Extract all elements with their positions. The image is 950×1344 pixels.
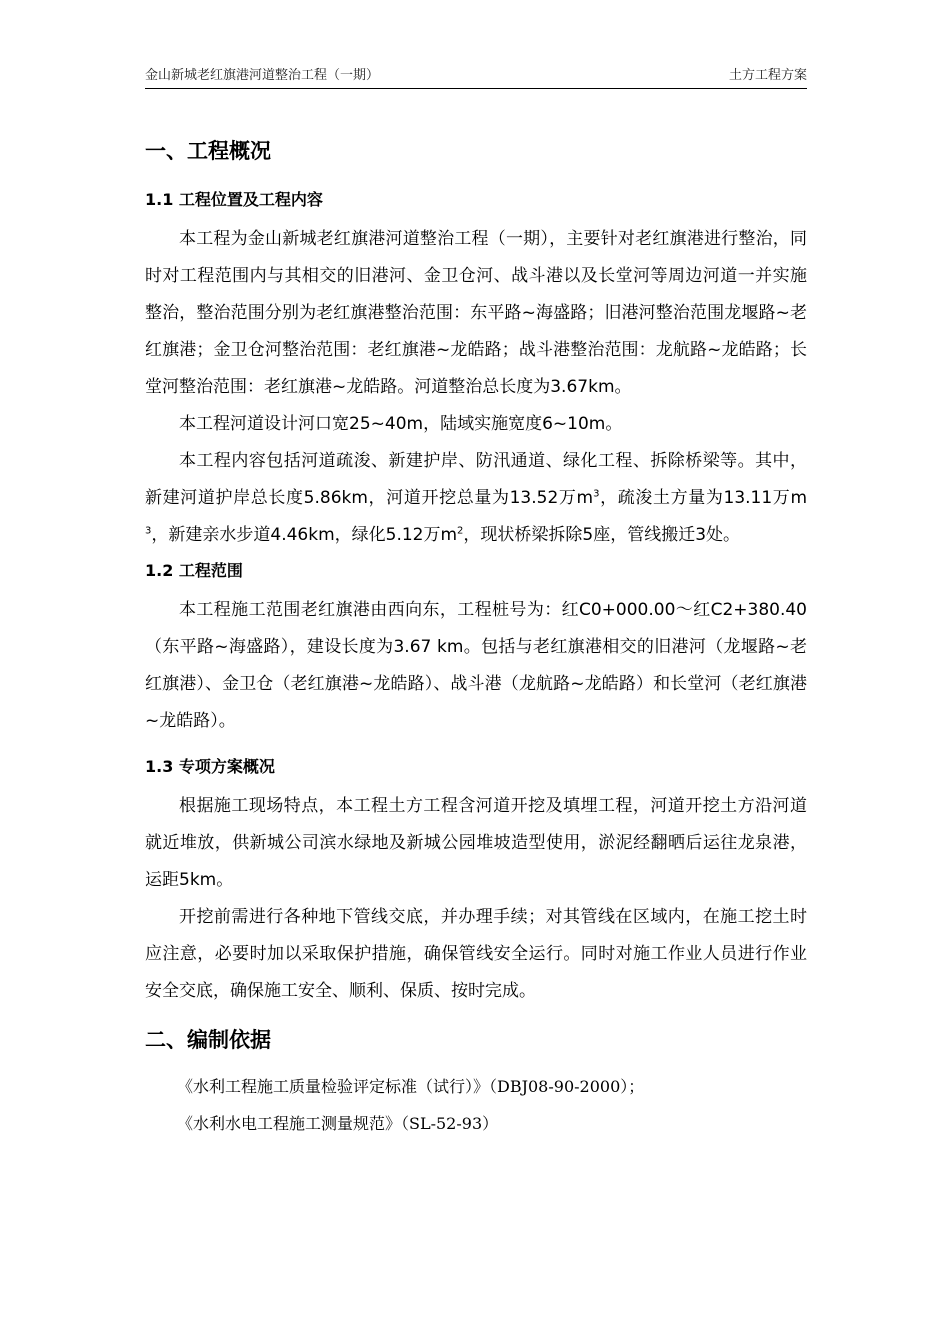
header-document-title: 土方工程方案 bbox=[728, 68, 807, 83]
section-1-1-paragraph-2: 本工程河道设计河口宽25~40m，陆域实施宽度6~10m。 bbox=[179, 414, 623, 434]
section-1-3-paragraph-1: 根据施工现场特点，本工程土方工程含河道开挖及填埋工程，河道开挖土方沿河道就近堆放，供新城公司滨水绿地及新城公园堆坡造型使用，淤泥经翻晒后运往龙泉港，运距5km。 bbox=[145, 796, 807, 890]
section-1-1-heading: 1.1 工程位置及工程内容 bbox=[145, 190, 323, 209]
section-1-3-paragraph-2: 开挖前需进行各种地下管线交底，并办理手续；对其管线在区域内，在施工挖土时应注意，必要时加以采取保护措施，确保管线安全运行。同时对施工作业人员进行作业安全交底，确保施工安全、顺利、保质、按时完成。 bbox=[145, 907, 807, 1001]
header-project-title: 金山新城老红旗港河道整治工程（一期） bbox=[145, 68, 380, 83]
section-2-heading: 二、编制依据 bbox=[145, 1028, 271, 1052]
reference-item-1: 《水利工程施工质量检验评定标准（试行）》（DBJ08-90-2000）； bbox=[177, 1077, 645, 1096]
section-1-2-heading: 1.2 工程范围 bbox=[145, 561, 243, 580]
section-1-2-paragraph-1: 本工程施工范围老红旗港由西向东，工程桩号为：红C0+000.00～红C2+380.40（东平路~海盛路），建设长度为3.67 km。包括与老红旗港相交的旧港河（龙堰路~老红旗港）、金卫仓（老红旗港~龙皓路）、战斗港（龙航路~龙皓路）和长堂河（老红旗港~龙皓路）。 bbox=[145, 600, 807, 731]
page-header bbox=[145, 64, 807, 89]
section-1-heading: 一、工程概况 bbox=[145, 139, 271, 163]
reference-item-2: 《水利水电工程施工测量规范》（SL-52-93） bbox=[177, 1114, 499, 1133]
section-1-1-paragraph-3: 本工程内容包括河道疏浚、新建护岸、防汛通道、绿化工程、拆除桥梁等。其中，新建河道护岸总长度5.86km，河道开挖总量为13.52万$m^3$，疏浚土方量为13.11万$m^3$，新建亲水步道4.46km，绿化5.12万$m^2$，现状桥梁拆除5座，管线搬迁3处。 bbox=[145, 451, 807, 545]
section-1-1-paragraph-1: 本工程为金山新城老红旗港河道整治工程（一期），主要针对老红旗港进行整治，同时对工程范围内与其相交的旧港河、金卫仓河、战斗港以及长堂河等周边河道一并实施整治，整治范围分别为老红旗港整治范围：东平路~海盛路；旧港河整治范围龙堰路~老红旗港；金卫仓河整治范围：老红旗港~龙皓路；战斗港整治范围：龙航路~龙皓路；长堂河整治范围：老红旗港~龙皓路。河道整治总长度为3.67km。 bbox=[145, 229, 807, 397]
document-body bbox=[145, 135, 807, 1142]
section-1-3-heading: 1.3 专项方案概况 bbox=[145, 757, 275, 776]
